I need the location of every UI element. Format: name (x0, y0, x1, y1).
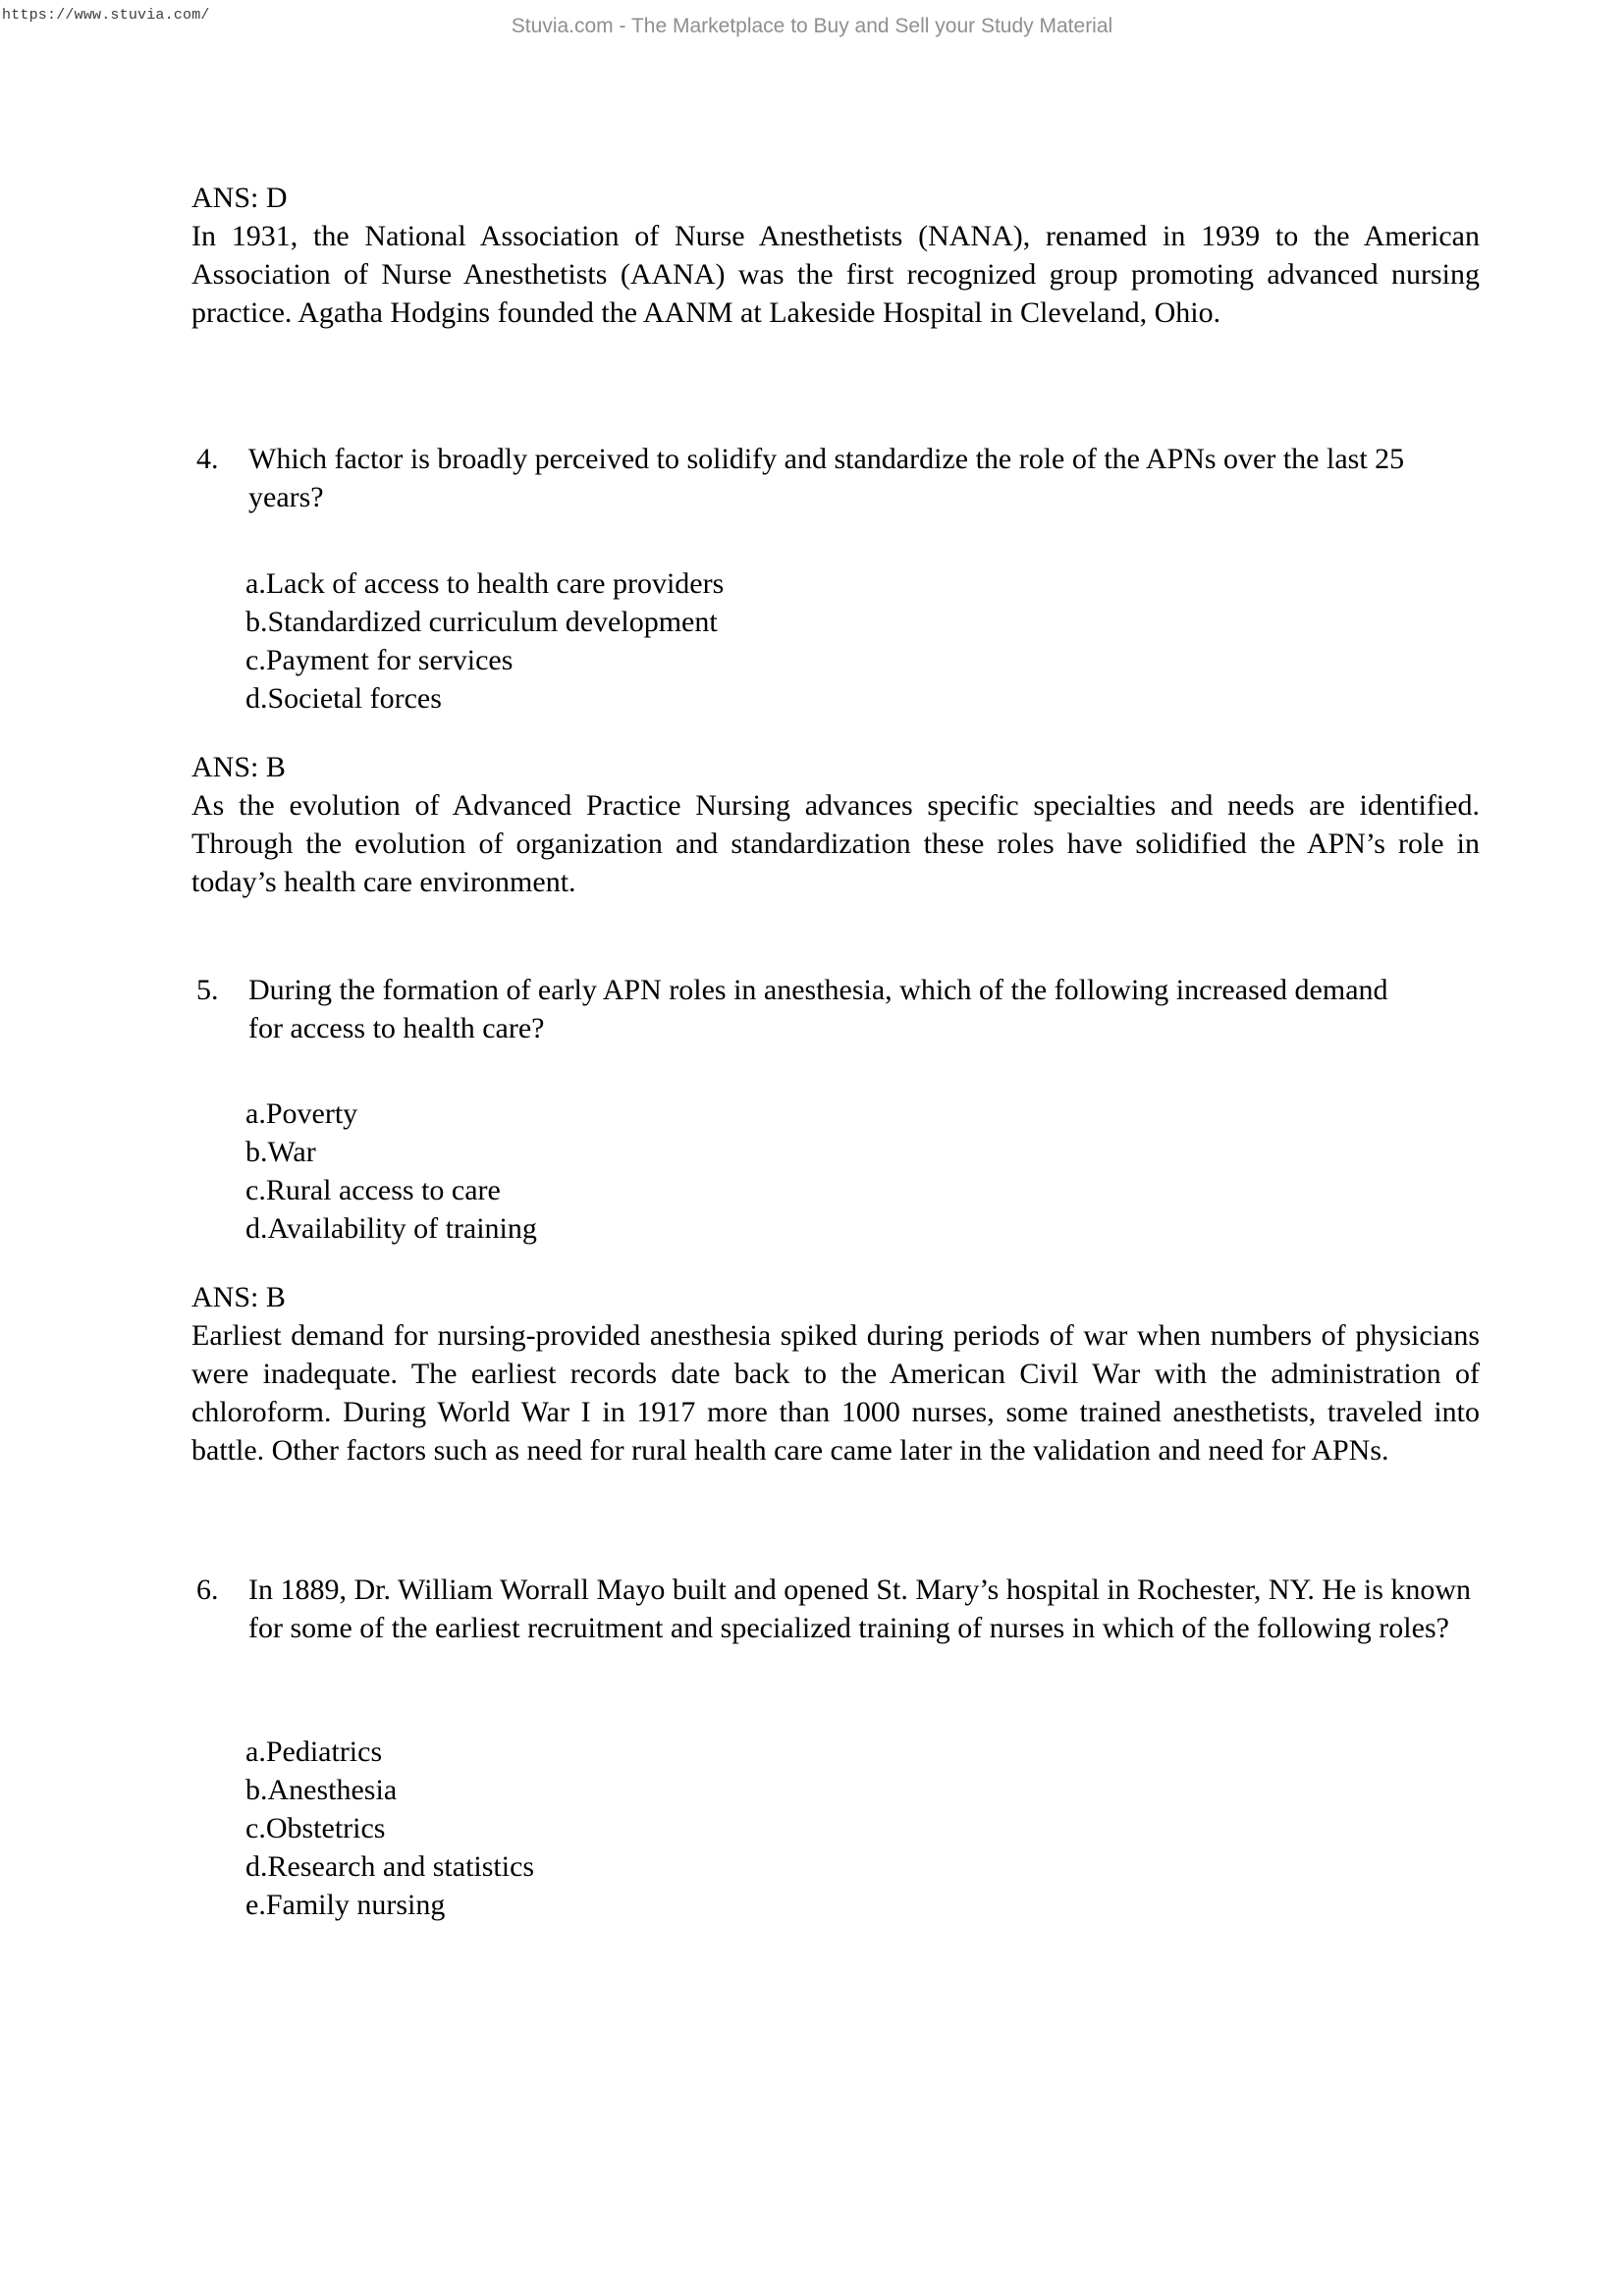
option-letter: b. (245, 606, 268, 638)
option-letter: c. (245, 1174, 266, 1206)
option-letter: a. (245, 1097, 266, 1130)
option-text: Rural access to care (265, 1174, 501, 1206)
option-text: Standardized curriculum development (267, 606, 718, 638)
option-row[interactable] (191, 1133, 1480, 1171)
option-text: War (267, 1136, 316, 1168)
source-url: https://www.stuvia.com/ (2, 7, 210, 24)
question-6-stem: In 1889, Dr. William Worrall Mayo built and opened St. Mary’s hospital in Rochester, NY. He is known for some of the earliest recruitment and specialized training of nurses in which of the following roles? (248, 1574, 1472, 1644)
option-text: Societal forces (267, 682, 442, 715)
option-letter: b. (245, 1774, 268, 1806)
header-tagline: Stuvia.com - The Marketplace to Buy and Sell your Study Material (511, 15, 1113, 37)
question-5-number: 5. (196, 974, 219, 1006)
option-text: Availability of training (267, 1212, 537, 1245)
option-row[interactable] (191, 1847, 1480, 1886)
option-row[interactable] (191, 1886, 1480, 1924)
option-row[interactable] (191, 1209, 1480, 1248)
option-text: Payment for services (265, 644, 514, 676)
answer-rationale-3: In 1931, the National Association of Nurse Anesthetists (NANA), renamed in 1939 to the American Association of Nurse Anesthetists (AANA) was the first recognized group promoting advanced nursing practice. Agatha Hodgins founded the AANM at Lakeside Hospital in Cleveland, Ohio. (191, 220, 1480, 329)
option-text: Obstetrics (265, 1812, 386, 1844)
option-text: Lack of access to health care providers (265, 567, 725, 600)
question-5 (191, 971, 1480, 1047)
option-text: Pediatrics (265, 1735, 383, 1768)
question-4-options (191, 564, 1480, 718)
option-row[interactable] (191, 1771, 1480, 1809)
option-letter: e. (245, 1889, 266, 1921)
option-text: Family nursing (265, 1889, 446, 1921)
answer-label-3: ANS: D (191, 182, 288, 214)
option-row[interactable] (191, 1171, 1480, 1209)
option-row[interactable] (191, 1733, 1480, 1771)
answer-rationale-4: As the evolution of Advanced Practice Nursing advances specific specialties and needs are identified. Through the evolution of organization and standardization these roles have solidified the APN’s role in today’s health care environment. (191, 789, 1480, 898)
option-row[interactable] (191, 564, 1480, 603)
question-6 (191, 1571, 1480, 1647)
option-row[interactable] (191, 603, 1480, 641)
question-6-options (191, 1733, 1480, 1924)
option-text: Poverty (265, 1097, 358, 1130)
option-text: Research and statistics (267, 1850, 535, 1883)
answer-rationale-5: Earliest demand for nursing-provided anesthesia spiked during periods of war when numbers of physicians were inadequate. The earliest records date back to the American Civil War with the administration of chloroform. During World War I in 1917 more than 1000 nurses, some trained anesthetists, traveled into battle. Other factors such as need for rural health care came later in the validation and need for APNs. (191, 1319, 1480, 1467)
question-4-stem: Which factor is broadly perceived to solidify and standardize the role of the APNs over the last 25 years? (248, 443, 1405, 513)
answer-block-4 (191, 749, 1480, 901)
option-row[interactable] (191, 679, 1480, 718)
answer-block-3 (191, 180, 1480, 332)
page-header (0, 0, 1624, 59)
option-letter: d. (245, 1850, 268, 1883)
question-4-number: 4. (196, 443, 219, 475)
option-row[interactable] (191, 1095, 1480, 1133)
question-6-number: 6. (196, 1574, 219, 1606)
answer-label-4: ANS: B (191, 751, 286, 783)
option-letter: d. (245, 1212, 268, 1245)
option-text: Anesthesia (267, 1774, 398, 1806)
option-letter: c. (245, 644, 266, 676)
answer-label-5: ANS: B (191, 1281, 286, 1313)
option-letter: a. (245, 567, 266, 600)
option-letter: c. (245, 1812, 266, 1844)
option-letter: b. (245, 1136, 268, 1168)
option-row[interactable] (191, 641, 1480, 679)
question-4 (191, 440, 1480, 516)
question-5-options (191, 1095, 1480, 1248)
answer-block-5 (191, 1279, 1480, 1469)
option-row[interactable] (191, 1809, 1480, 1847)
option-letter: d. (245, 682, 268, 715)
question-5-stem: During the formation of early APN roles in anesthesia, which of the following increased demand for access to health care? (248, 974, 1388, 1044)
option-letter: a. (245, 1735, 266, 1768)
